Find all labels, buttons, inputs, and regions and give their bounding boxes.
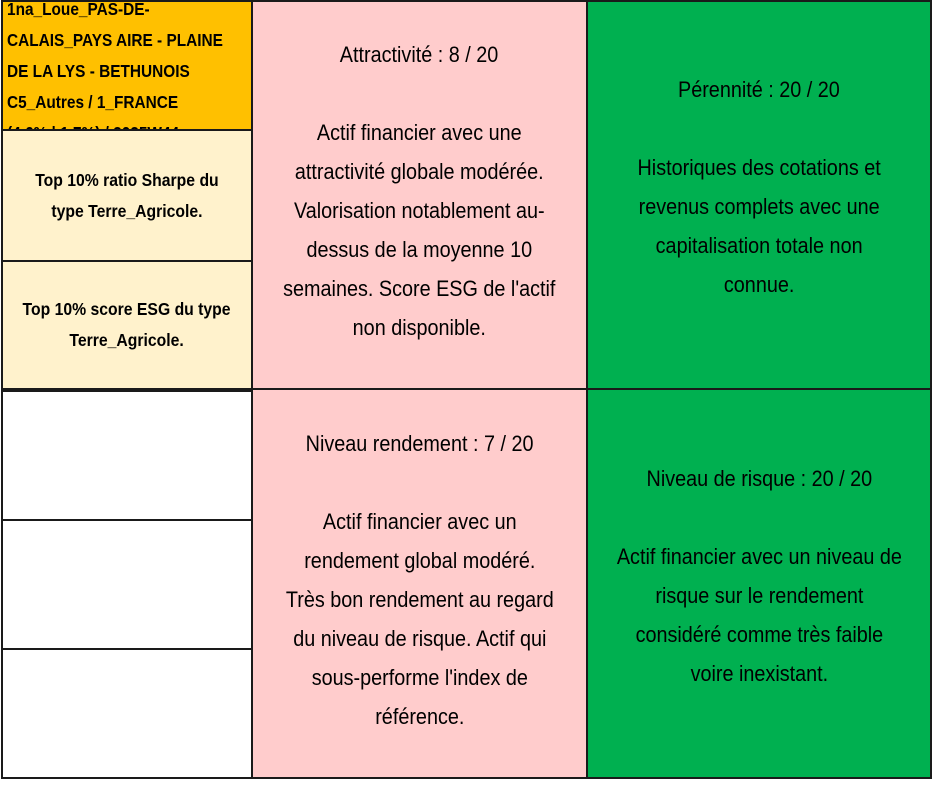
attractivite-description [283, 113, 555, 347]
asset-header-cell [1, 0, 253, 131]
description-line: risque sur le rendement [654, 582, 864, 608]
attractivite-title: Attractivité : 8 / 20 [340, 42, 499, 67]
description-line: du niveau de risque. Actif qui [292, 625, 547, 651]
tag-line: Terre_Agricole. [69, 330, 185, 350]
asset-header-line: 1na_Loue_PAS-DE- [7, 0, 150, 19]
description-line: Actif financier avec un [322, 508, 517, 534]
description-line: Historiques des cotations et [637, 155, 881, 180]
attractivite-cell [251, 0, 588, 390]
asset-header-line: DE LA LYS - BETHUNOIS [7, 61, 190, 81]
rendement-description [286, 502, 554, 736]
risque-description [616, 537, 901, 693]
tag-line: Top 10% ratio Sharpe du [35, 169, 219, 190]
tag-sharpe-text [30, 165, 224, 227]
perennite-description [637, 148, 880, 304]
description-line: attractivité globale modérée. [295, 159, 544, 184]
tag-line: Top 10% score ESG du type [22, 299, 232, 319]
description-line: connue. [723, 272, 795, 297]
description-line: Valorisation notablement au- [294, 198, 545, 223]
empty-cell [1, 519, 253, 650]
asset-header-text [7, 0, 223, 149]
description-line: revenus complets avec une [638, 194, 880, 219]
description-line: dessus de la moyenne 10 [306, 237, 533, 262]
risque-title: Niveau de risque : 20 / 20 [646, 465, 872, 491]
description-line: voire inexistant. [690, 660, 828, 686]
empty-cell [1, 390, 253, 521]
asset-header-line: CALAIS_PAYS AIRE - PLAINE [7, 30, 223, 50]
rendement-title: Niveau rendement : 7 / 20 [305, 430, 534, 456]
description-line: sous-performe l'index de [311, 664, 528, 690]
tag-sharpe-cell [1, 129, 253, 262]
perennite-title: Pérennité : 20 / 20 [678, 77, 840, 102]
rendement-cell [251, 388, 588, 779]
description-line: référence. [374, 703, 465, 729]
tag-line: type Terre_Agricole. [51, 200, 203, 221]
description-line: capitalisation totale non [655, 233, 863, 258]
risque-cell [586, 388, 932, 779]
description-line: rendement global modéré. [303, 547, 536, 573]
description-line: non disponible. [352, 315, 487, 340]
description-line: Très bon rendement au regard [285, 586, 554, 612]
empty-cell [1, 648, 253, 779]
perennite-cell [586, 0, 932, 390]
description-line: semaines. Score ESG de l'actif [283, 276, 556, 301]
description-line: Actif financier avec une [317, 120, 522, 145]
description-line: Actif financier avec un niveau de [616, 543, 902, 569]
description-line: considéré comme très faible [635, 621, 883, 647]
tag-esg-text [18, 294, 237, 356]
tag-esg-cell [1, 260, 253, 390]
asset-header-line: C5_Autres / 1_FRANCE [7, 92, 179, 112]
